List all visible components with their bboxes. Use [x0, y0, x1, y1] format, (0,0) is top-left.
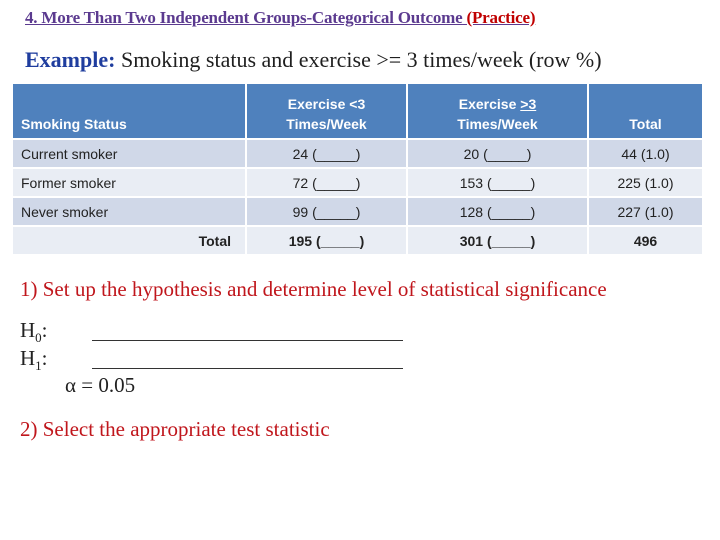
row-label: Former smoker: [13, 168, 246, 197]
h1-subscript: 1: [35, 358, 42, 374]
cell-exercise-lt3: 72 (_____): [246, 168, 407, 197]
data-table: [13, 84, 704, 254]
step-1-heading: 1) Set up the hypothesis and determine level of statistical significance: [20, 277, 607, 301]
h1-answer-line: [92, 368, 403, 369]
h0-label: [20, 318, 48, 346]
header-exercise-ge3-line2: Times/Week: [457, 116, 538, 132]
practice-tag: (Practice): [466, 8, 536, 27]
cell-total: 225 (1.0): [588, 168, 703, 197]
h0-answer-line: [92, 340, 403, 341]
header-exercise-lt3-line2: Times/Week: [286, 116, 367, 132]
row-label: Current smoker: [13, 139, 246, 168]
table-header-row: [13, 84, 703, 139]
slide-title-main: 4. More Than Two Independent Groups-Categorical Outcome: [25, 8, 463, 27]
h0-colon: :: [41, 318, 48, 342]
h1-letter: H: [20, 346, 36, 370]
table-row: [13, 139, 703, 168]
header-total: Total: [588, 84, 703, 139]
table-total-row: [13, 226, 703, 254]
table-row: [13, 197, 703, 226]
h1-label: [20, 346, 48, 374]
grand-total: 496: [588, 226, 703, 254]
table-row: [13, 168, 703, 197]
header-exercise-lt3: [246, 84, 407, 139]
header-smoking-status: Smoking Status: [13, 84, 246, 139]
example-lead: Example:: [25, 47, 116, 72]
header-exercise-lt3-line1: Exercise <3: [287, 96, 366, 112]
cell-total: 227 (1.0): [588, 197, 703, 226]
total-exercise-ge3: 301 (_____): [407, 226, 588, 254]
step-2-heading: 2) Select the appropriate test statistic: [20, 417, 330, 441]
alpha-level: α = 0.05: [65, 373, 136, 397]
cell-exercise-ge3: 153 (_____): [407, 168, 588, 197]
header-exercise-ge3: [407, 84, 588, 139]
cell-exercise-ge3: 128 (_____): [407, 197, 588, 226]
h0-letter: H: [20, 318, 36, 342]
example-line: [25, 47, 602, 73]
slide-title: [25, 8, 535, 28]
h0-subscript: 0: [35, 330, 42, 346]
h1-colon: :: [41, 346, 48, 370]
cell-exercise-lt3: 24 (_____): [246, 139, 407, 168]
header-exercise-ge3-line1: Exercise: [458, 96, 521, 112]
total-exercise-lt3: 195 (_____): [246, 226, 407, 254]
cell-total: 44 (1.0): [588, 139, 703, 168]
header-exercise-ge3-symbol: >3: [520, 96, 537, 112]
total-row-label: Total: [13, 226, 246, 254]
example-text: Smoking status and exercise >= 3 times/week (row %): [120, 47, 602, 72]
row-label: Never smoker: [13, 197, 246, 226]
cell-exercise-ge3: 20 (_____): [407, 139, 588, 168]
cell-exercise-lt3: 99 (_____): [246, 197, 407, 226]
